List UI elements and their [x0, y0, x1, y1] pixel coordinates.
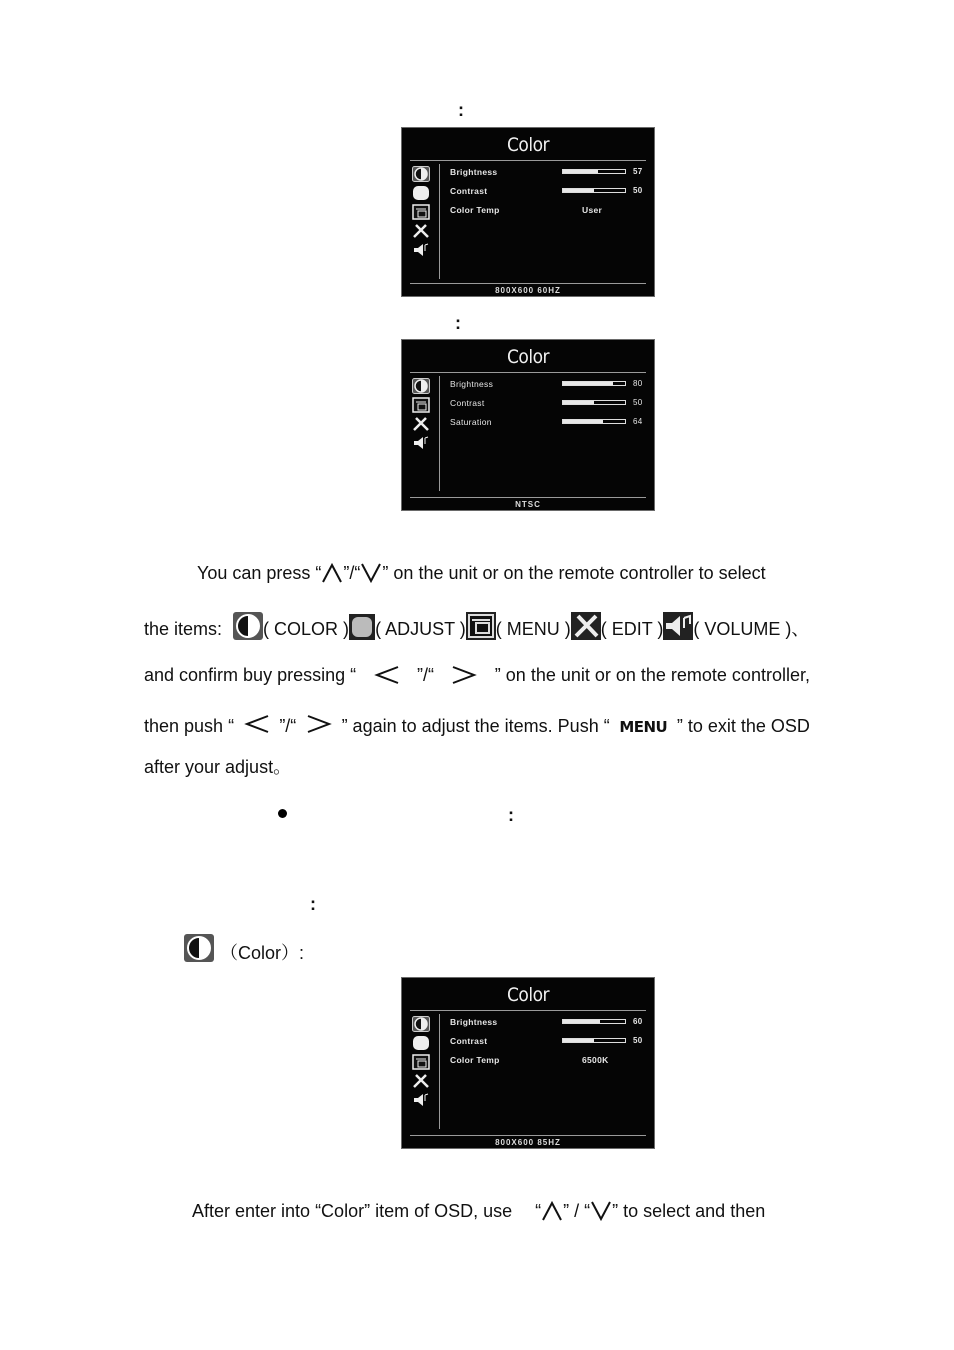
adjust-icon — [412, 185, 430, 201]
osd-screen-3 — [401, 977, 655, 1149]
osd-divider — [410, 372, 646, 373]
left-arrow-icon — [374, 665, 400, 691]
osd-icon-column — [412, 378, 432, 454]
osd-row-contrast[interactable] — [450, 1034, 646, 1053]
osd-row-option: User — [582, 205, 603, 215]
osd-row-value: 50 — [633, 186, 643, 195]
osd-slider-fill — [563, 401, 594, 404]
edit-icon — [412, 1073, 430, 1089]
osd-row-contrast[interactable] — [450, 396, 646, 415]
instruction-line-1 — [197, 563, 766, 589]
osd-row-value: 50 — [633, 398, 643, 407]
left-arrow-icon — [244, 714, 270, 740]
section-colon: : — [508, 805, 514, 825]
osd-icon-column — [412, 1016, 432, 1111]
instruction-line-2 — [144, 612, 809, 646]
osd-slider[interactable] — [562, 1019, 626, 1024]
osd-divider — [410, 497, 646, 498]
color-heading-icon — [184, 934, 214, 967]
osd-row-label: Contrast — [450, 1036, 488, 1046]
color-icon — [412, 378, 430, 394]
osd-title: Color — [506, 134, 550, 156]
up-arrow-icon — [541, 1201, 563, 1227]
instruction-line-3 — [144, 665, 810, 691]
instruction-line-4 — [144, 714, 810, 740]
menu-icon — [412, 204, 430, 220]
text-fragment: ” to exit the OSD — [676, 716, 810, 736]
osd-slider[interactable] — [562, 419, 626, 424]
section-colon: : — [458, 100, 464, 120]
osd-divider — [410, 283, 646, 284]
right-arrow-icon — [451, 665, 477, 691]
osd-row-value: 57 — [633, 167, 643, 176]
section-colon: : — [310, 894, 316, 914]
osd-status: 800X600 85HZ — [495, 1138, 561, 1147]
osd-status: 800X600 60HZ — [495, 286, 561, 295]
right-arrow-icon — [306, 714, 332, 740]
osd-divider — [439, 1014, 440, 1129]
osd-rows — [450, 165, 646, 222]
osd-slider-fill — [563, 189, 594, 192]
text-fragment: ” again to adjust the items. Push “ — [341, 716, 610, 736]
osd-row-color-temp[interactable] — [450, 1053, 646, 1072]
osd-row-saturation[interactable] — [450, 415, 646, 434]
item-label: ( VOLUME )、 — [693, 619, 810, 639]
down-arrow-icon — [590, 1201, 612, 1227]
osd-row-value: 64 — [633, 417, 643, 426]
osd-row-brightness[interactable] — [450, 377, 646, 396]
text-fragment: then push “ — [144, 716, 235, 736]
osd-row-brightness[interactable] — [450, 165, 646, 184]
text-fragment: You can press “ — [197, 563, 322, 583]
instruction-line-6 — [192, 1201, 765, 1227]
osd-title: Color — [506, 346, 550, 368]
text-fragment: and confirm buy pressing “ — [144, 665, 357, 685]
osd-row-label: Color Temp — [450, 205, 500, 215]
osd-row-label: Brightness — [450, 167, 498, 177]
item-label: ( MENU ) — [495, 619, 571, 639]
osd-divider — [410, 1010, 646, 1011]
section-colon: : — [455, 313, 461, 333]
bullet-dot — [278, 809, 287, 818]
color-icon — [233, 612, 263, 646]
menu-icon — [412, 397, 430, 413]
osd-slider[interactable] — [562, 188, 626, 193]
volume-icon — [412, 435, 430, 451]
osd-slider-fill — [563, 1020, 600, 1023]
item-label: ( COLOR ) — [263, 619, 350, 639]
osd-rows — [450, 377, 646, 434]
adjust-icon — [412, 1035, 430, 1051]
osd-slider[interactable] — [562, 169, 626, 174]
osd-row-contrast[interactable] — [450, 184, 646, 203]
down-arrow-icon — [360, 563, 382, 589]
color-icon — [412, 1016, 430, 1032]
osd-divider — [439, 164, 440, 279]
text-fragment: ”/“ — [343, 563, 361, 583]
osd-slider-fill — [563, 420, 603, 423]
instruction-line-5: after your adjust。 — [144, 757, 292, 777]
osd-slider[interactable] — [562, 1038, 626, 1043]
osd-row-option: 6500K — [582, 1055, 609, 1065]
osd-slider-fill — [563, 170, 598, 173]
color-icon — [412, 166, 430, 182]
osd-row-label: Brightness — [450, 379, 494, 389]
osd-slider-fill — [563, 1039, 594, 1042]
osd-icon-column — [412, 166, 432, 261]
menu-icon — [466, 612, 496, 646]
osd-title: Color — [506, 984, 550, 1006]
volume-icon — [663, 612, 693, 646]
item-label: ( ADJUST ) — [375, 619, 466, 639]
text-fragment: ” on the unit or on the remote controller, — [494, 665, 810, 685]
osd-slider-fill — [563, 382, 613, 385]
text-fragment: ”/“ — [416, 665, 434, 685]
text-fragment: ”/“ — [279, 716, 297, 736]
edit-icon — [412, 416, 430, 432]
volume-icon — [412, 242, 430, 258]
osd-row-brightness[interactable] — [450, 1015, 646, 1034]
osd-rows — [450, 1015, 646, 1072]
text-fragment: ” / “ — [563, 1201, 591, 1221]
osd-screen-2 — [401, 339, 655, 511]
osd-row-value: 60 — [633, 1017, 643, 1026]
osd-screen-1 — [401, 127, 655, 297]
up-arrow-icon — [321, 563, 343, 589]
text-fragment: ” on the unit or on the remote controller to select — [382, 563, 766, 583]
osd-row-value: 80 — [633, 379, 643, 388]
adjust-icon — [349, 614, 375, 646]
osd-row-label: Contrast — [450, 398, 485, 408]
text-fragment: After enter into “Color” item of OSD, use “ — [192, 1201, 542, 1221]
osd-slider[interactable] — [562, 400, 626, 405]
item-label: ( EDIT ) — [600, 619, 664, 639]
edit-icon — [571, 612, 601, 646]
edit-icon — [412, 223, 430, 239]
osd-row-label: Saturation — [450, 417, 492, 427]
osd-divider — [410, 1135, 646, 1136]
osd-row-value: 50 — [633, 1036, 643, 1045]
osd-divider — [439, 376, 440, 491]
osd-row-label: Contrast — [450, 186, 488, 196]
osd-slider[interactable] — [562, 381, 626, 386]
menu-icon — [412, 1054, 430, 1070]
color-heading: （Color）: — [220, 943, 305, 963]
osd-divider — [410, 160, 646, 161]
osd-status: NTSC — [515, 500, 541, 509]
volume-icon — [412, 1092, 430, 1108]
text-fragment: ” to select and then — [612, 1201, 766, 1221]
osd-row-label: Brightness — [450, 1017, 498, 1027]
osd-row-color-temp[interactable] — [450, 203, 646, 222]
text-fragment: the items: — [144, 619, 223, 639]
osd-row-label: Color Temp — [450, 1055, 500, 1065]
menu-key-label: MENU — [619, 717, 668, 736]
